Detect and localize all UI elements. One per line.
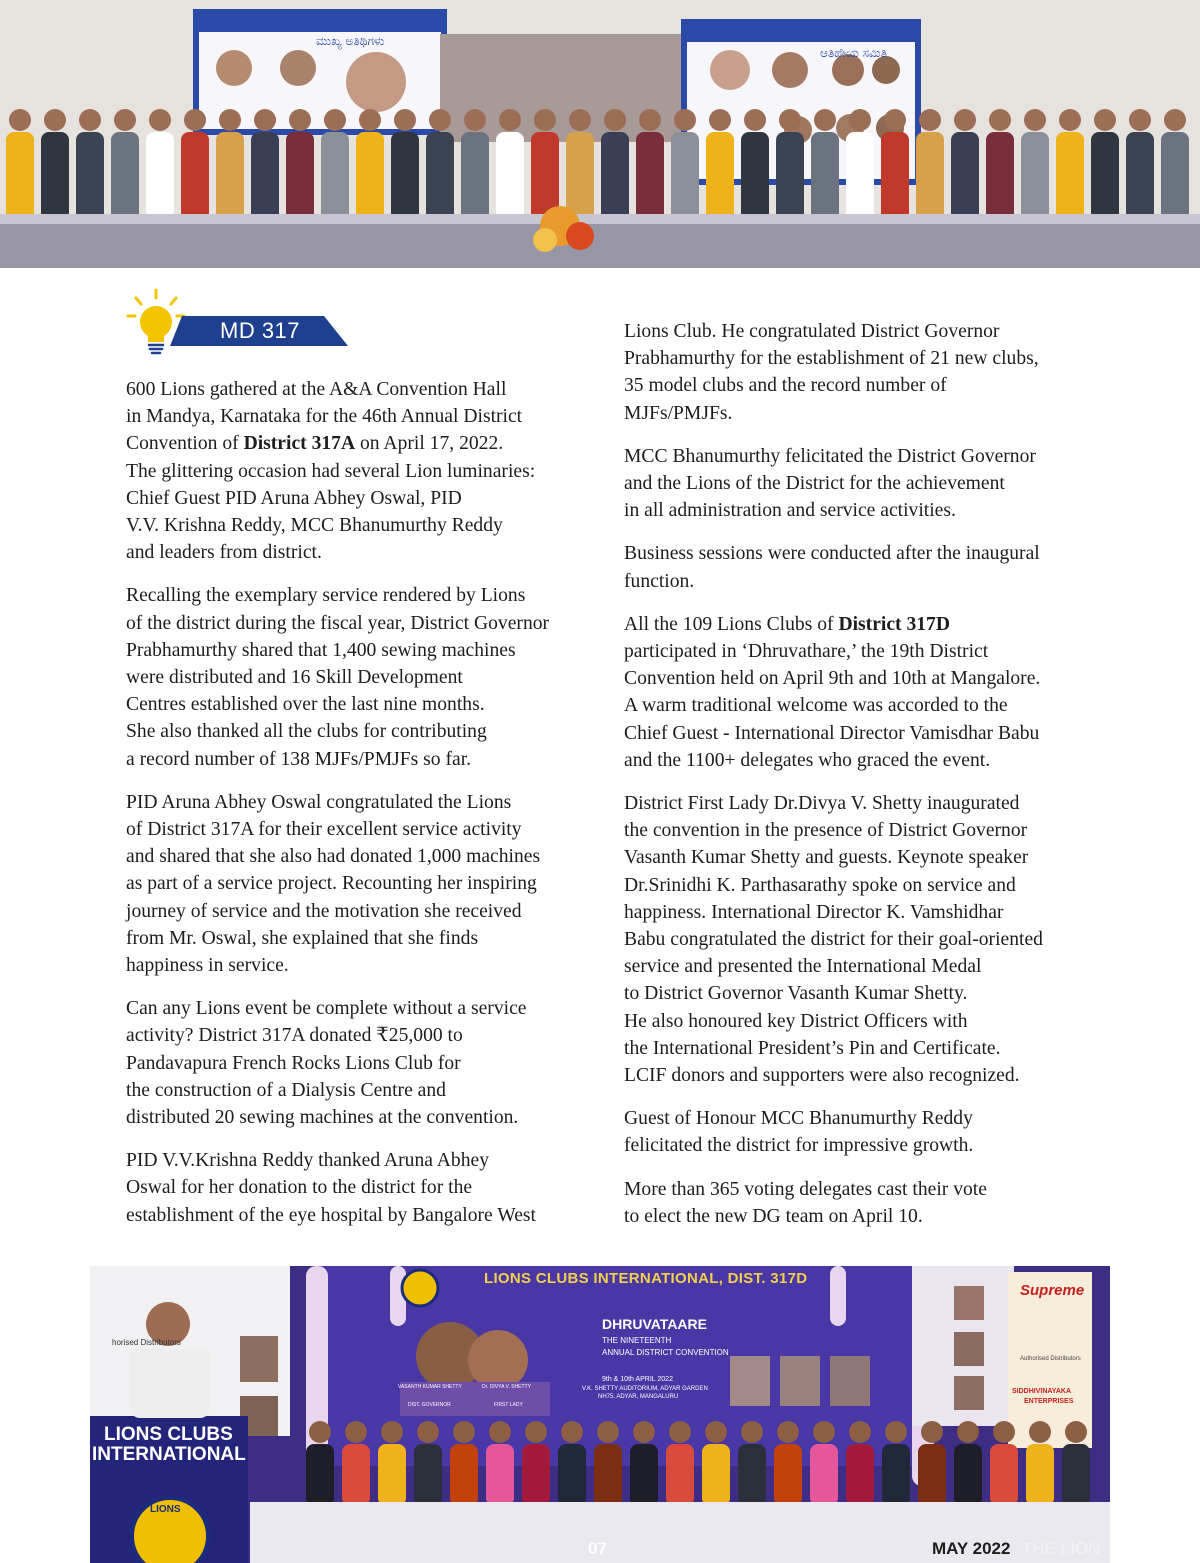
- seated-guest-head: [453, 1421, 475, 1443]
- seated-guest: [342, 1444, 370, 1506]
- standing-guest: [6, 132, 34, 224]
- first-lady-title: FIRST LADY: [494, 1402, 523, 1408]
- page-number: 07: [588, 1539, 607, 1558]
- top-photo-illustration: [0, 0, 1200, 268]
- left-text-column: [126, 376, 596, 1245]
- seated-guest: [990, 1444, 1018, 1506]
- article-paragraph: [624, 540, 1094, 594]
- seated-guest-head: [957, 1421, 979, 1443]
- standing-guest-head: [954, 109, 976, 131]
- right-text-column: [624, 318, 1094, 1246]
- seated-guest: [846, 1444, 874, 1506]
- magazine-name: THE LION: [1022, 1539, 1101, 1558]
- seated-guest-head: [813, 1421, 835, 1443]
- standing-guest-head: [499, 109, 521, 131]
- article-paragraph: [126, 582, 596, 772]
- standing-guest: [426, 132, 454, 224]
- seated-guest: [810, 1444, 838, 1506]
- paragraph-text: participated in ‘Dhruvathare,’ the 19th District Convention held on April 9th and 10th at Mangalore. A warm traditional welcome was accorded to the Chief Guest - International Director Vamisdhar Babu and the 1100+ delegates who graced the event.: [624, 641, 1041, 771]
- standing-guest-head: [1129, 109, 1151, 131]
- governor-title: DIST. GOVERNOR: [408, 1402, 451, 1408]
- article-paragraph: [624, 443, 1094, 525]
- paragraph-text: PID Aruna Abhey Oswal congratulated the Lions of District 317A for their excellent service activity and shared that she also had donated 1,000 machines as part of a service project. Recounting her inspiring journey of service and the motivation she received from Mr. Oswal, she explained that she finds happiness in service.: [126, 791, 541, 977]
- standing-guest: [286, 132, 314, 224]
- paragraph-text: 600 Lions gathered at the A&A Convention Hall in Mandya, Karnataka for the 46th Annual District Convention of: [126, 379, 523, 455]
- paragraph-text: Business sessions were conducted after the inaugural function.: [624, 543, 1040, 592]
- standing-guest: [76, 132, 104, 224]
- article-paragraph: [126, 789, 596, 979]
- paragraph-text: Guest of Honour MCC Bhanumurthy Reddy felicitated the district for impressive growth.: [624, 1108, 974, 1157]
- seated-guest-head: [381, 1421, 403, 1443]
- event-name: DHRUVATAARE: [602, 1316, 707, 1332]
- standing-guest: [146, 132, 174, 224]
- standing-guest: [776, 132, 804, 224]
- standing-guest-head: [534, 109, 556, 131]
- podium-logo-text: LIONS: [150, 1504, 181, 1515]
- article-paragraph: [126, 376, 596, 566]
- paragraph-text: PID V.V.Krishna Reddy thanked Aruna Abhey Oswal for her donation to the district for the establishment of the eye hospital by Bangalore West: [126, 1150, 536, 1226]
- seated-guest: [378, 1444, 406, 1506]
- standing-guest: [1021, 132, 1049, 224]
- event-dates: 9th & 10th APRIL 2022: [602, 1376, 673, 1383]
- standing-guest: [811, 132, 839, 224]
- standing-guest-head: [849, 109, 871, 131]
- standing-guest-head: [779, 109, 801, 131]
- top-event-photo: [0, 0, 1200, 268]
- bold-district-name: District 317D: [838, 613, 950, 635]
- standing-guest-head: [1059, 109, 1081, 131]
- podium-text-line-1: LIONS CLUBS: [104, 1424, 233, 1445]
- bottom-banner-title: LIONS CLUBS INTERNATIONAL, DIST. 317D: [484, 1270, 808, 1287]
- article-paragraph: [624, 611, 1094, 774]
- standing-guest-head: [9, 109, 31, 131]
- paragraph-text: MCC Bhanumurthy felicitated the District Governor and the Lions of the District for the achievement in all administration and service activities.: [624, 445, 1036, 522]
- standing-guest: [321, 132, 349, 224]
- seated-guest-head: [705, 1421, 727, 1443]
- seated-guest-head: [597, 1421, 619, 1443]
- governor-name: VASANTH KUMAR SHETTY: [398, 1384, 462, 1390]
- seated-guest: [594, 1444, 622, 1506]
- podium-text-line-2: INTERNATIONAL: [92, 1444, 246, 1465]
- venue-line-1: V.K. SHETTY AUDITORIUM, ADYAR GARDEN: [582, 1386, 708, 1392]
- first-lady-name: Dr. DIVYA V. SHETTY: [482, 1384, 531, 1390]
- bottom-event-photo: [90, 1266, 1110, 1563]
- bottom-photo-illustration: [90, 1266, 1110, 1563]
- paragraph-text: All the 109 Lions Clubs of: [624, 613, 839, 635]
- seated-guest: [1062, 1444, 1090, 1506]
- sponsor-company-2: ENTERPRISES: [1024, 1398, 1074, 1405]
- seated-guest: [522, 1444, 550, 1506]
- paragraph-text: Can any Lions event be complete without a service activity? District 317A donated ₹25,000 to Pandavapura French Rocks Lions Club for the construction of a Dialysis Centre and distributed 20 sewing machines at the convention.: [126, 998, 527, 1129]
- standing-guest: [1126, 132, 1154, 224]
- standing-guest: [111, 132, 139, 224]
- article-paragraph: [624, 318, 1094, 427]
- seated-guest-head: [993, 1421, 1015, 1443]
- seated-guest: [558, 1444, 586, 1506]
- article-paragraph: [624, 790, 1094, 1089]
- standing-guest-head: [884, 109, 906, 131]
- paragraph-text: Recalling the exemplary service rendered by Lions of the district during the fiscal year, District Governor Prabhamurthy shared that 1,400 sewing machines were distributed and 16 Skill Development Centres established over the last nine months. She also thanked all the clubs for contributing a record number of 138 MJFs/PMJFs so far.: [126, 585, 550, 770]
- standing-guest-head: [149, 109, 171, 131]
- seated-guest: [918, 1444, 946, 1506]
- standing-guest-head: [1024, 109, 1046, 131]
- paragraph-text: on April 17, 2022. The glittering occasion had several Lion luminaries: Chief Guest PID Aruna Abhey Oswal, PID V.V. Krishna Reddy, MCC Bhanumurthy Reddy and leaders from district.: [126, 433, 536, 564]
- standing-guest: [1091, 132, 1119, 224]
- article-paragraph: [126, 1147, 596, 1229]
- standing-guest-head: [359, 109, 381, 131]
- seated-guest-head: [1029, 1421, 1051, 1443]
- seated-guest: [738, 1444, 766, 1506]
- article-paragraph: [126, 995, 596, 1131]
- standing-guest-head: [919, 109, 941, 131]
- standing-guest-head: [1094, 109, 1116, 131]
- sponsor-tagline: Authorised Distributors: [1020, 1356, 1081, 1362]
- standing-guest-head: [569, 109, 591, 131]
- standing-guest-head: [114, 109, 136, 131]
- seated-guest: [306, 1444, 334, 1506]
- seated-guest-head: [885, 1421, 907, 1443]
- seated-guest-head: [849, 1421, 871, 1443]
- bold-district-name: District 317A: [243, 433, 356, 455]
- standing-guest: [706, 132, 734, 224]
- standing-guest: [916, 132, 944, 224]
- seated-guest-head: [669, 1421, 691, 1443]
- left-banner-title: ಮುಖ್ಯ ಅತಿಥಿಗಳು: [316, 34, 385, 48]
- standing-guest: [496, 132, 524, 224]
- seated-guest: [1026, 1444, 1054, 1506]
- standing-guest-head: [604, 109, 626, 131]
- paragraph-text: District First Lady Dr.Divya V. Shetty inaugurated the convention in the presence of District Governor Vasanth Kumar Shetty and guests. Keynote speaker Dr.Srinidhi K. Parthasarathy spoke on service and happiness. International Director K. Vamshidhar Babu congratulated the district for their goal-oriented service and presented the International Medal to District Governor Vasanth Kumar Shetty. He also honoured key District Officers with the International President’s Pin and Certificate. LCIF donors and supporters were also recognized.: [624, 793, 1043, 1087]
- seated-guest-head: [633, 1421, 655, 1443]
- standing-guest-head: [1164, 109, 1186, 131]
- standing-guest-head: [744, 109, 766, 131]
- standing-guest: [181, 132, 209, 224]
- standing-guest: [41, 132, 69, 224]
- standing-guest-head: [429, 109, 451, 131]
- article-paragraph: [624, 1105, 1094, 1159]
- seated-guest-head: [489, 1421, 511, 1443]
- standing-guest-head: [674, 109, 696, 131]
- standing-guest: [391, 132, 419, 224]
- standing-guest: [881, 132, 909, 224]
- seated-guest: [954, 1444, 982, 1506]
- standing-guest: [251, 132, 279, 224]
- seated-guest-head: [417, 1421, 439, 1443]
- seated-guest: [414, 1444, 442, 1506]
- section-badge-label: MD 317: [220, 318, 301, 343]
- seated-guest-head: [1065, 1421, 1087, 1443]
- standing-guest: [636, 132, 664, 224]
- standing-guest-head: [464, 109, 486, 131]
- standing-guest-head: [324, 109, 346, 131]
- seated-guest-head: [921, 1421, 943, 1443]
- standing-guest: [1161, 132, 1189, 224]
- standing-guest: [216, 132, 244, 224]
- seated-guest: [882, 1444, 910, 1506]
- standing-guest: [356, 132, 384, 224]
- standing-guest: [741, 132, 769, 224]
- seated-guest-head: [561, 1421, 583, 1443]
- seated-guest: [702, 1444, 730, 1506]
- seated-guest: [630, 1444, 658, 1506]
- standing-guest-head: [394, 109, 416, 131]
- authorised-distributors-label: horised Distributors: [112, 1338, 181, 1347]
- standing-guest-head: [814, 109, 836, 131]
- seated-guest-head: [741, 1421, 763, 1443]
- standing-guest: [671, 132, 699, 224]
- standing-guest: [1056, 132, 1084, 224]
- right-banner-title: ಆತಿಥೇಯ ಸಮಿತಿ: [820, 46, 887, 60]
- standing-guest-head: [709, 109, 731, 131]
- standing-guest-head: [639, 109, 661, 131]
- seated-guest-head: [309, 1421, 331, 1443]
- standing-guest-head: [219, 109, 241, 131]
- venue-line-2: NH75, ADYAR, MANGALURU: [598, 1394, 679, 1400]
- lions-logo-icon: [402, 1270, 438, 1306]
- standing-guest: [461, 132, 489, 224]
- seated-guest: [486, 1444, 514, 1506]
- issue-date: MAY 2022: [932, 1539, 1011, 1558]
- event-subtitle-1: THE NINETEENTH: [602, 1336, 672, 1345]
- standing-guest: [846, 132, 874, 224]
- seated-guest: [666, 1444, 694, 1506]
- seated-guest-head: [777, 1421, 799, 1443]
- seated-guest-head: [345, 1421, 367, 1443]
- standing-guest: [951, 132, 979, 224]
- seated-guest: [450, 1444, 478, 1506]
- standing-guest-head: [254, 109, 276, 131]
- sponsor-company-1: SIDDHIVINAYAKA: [1012, 1388, 1071, 1395]
- seated-guest-head: [525, 1421, 547, 1443]
- standing-guest: [601, 132, 629, 224]
- standing-guest-head: [79, 109, 101, 131]
- paragraph-text: More than 365 voting delegates cast their vote to elect the new DG team on April 10.: [624, 1178, 987, 1227]
- article-paragraph: [624, 1176, 1094, 1230]
- event-subtitle-2: ANNUAL DISTRICT CONVENTION: [602, 1348, 729, 1357]
- standing-guest-head: [289, 109, 311, 131]
- seated-guest: [774, 1444, 802, 1506]
- sponsor-name: Supreme: [1020, 1282, 1085, 1299]
- standing-guest: [986, 132, 1014, 224]
- standing-guest-head: [184, 109, 206, 131]
- standing-guest-head: [989, 109, 1011, 131]
- standing-guest-head: [44, 109, 66, 131]
- paragraph-text: Lions Club. He congratulated District Governor Prabhamurthy for the establishment of 21 new clubs, 35 model clubs and the record number of MJFs/PMJFs.: [624, 321, 1039, 424]
